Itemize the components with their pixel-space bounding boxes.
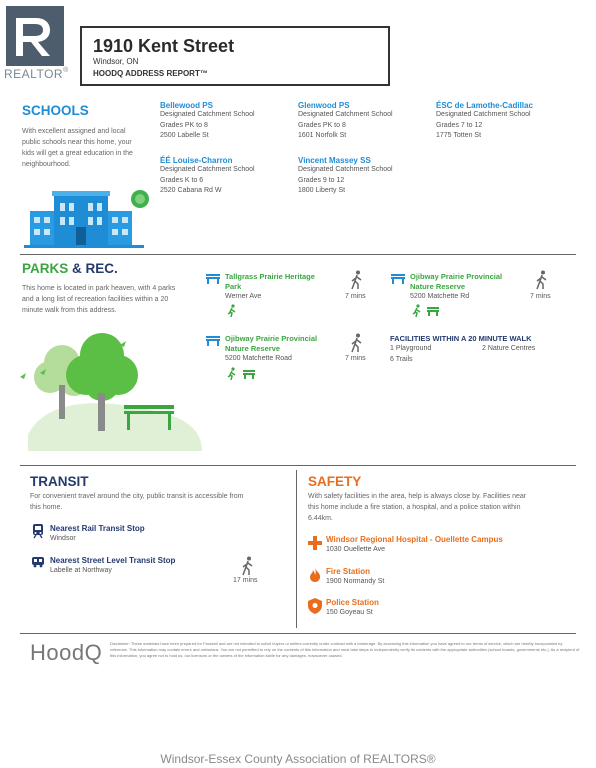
safety-title: SAFETY — [308, 474, 362, 489]
rail-transit-item: Nearest Rail Transit Stop Windsor — [50, 524, 145, 542]
park-walk-time: 7 mins — [345, 355, 366, 362]
city-label: Windsor, ON — [93, 57, 139, 66]
bus-icon — [31, 556, 45, 568]
walking-icon — [350, 333, 364, 353]
disclaimer-text: Disclaimer: These materials have been prepared for Facsimil and are not intended to solicit buyers or sellers currently under contract with a brokerage. By accessing this information you have agreed to our terms of service, which are hereby incorporated by reference. This information may contain errors and omissions. You are not permitted to rely on the contents of this information and must take steps to independently verify its contents with the appropriate authorities (school boards, governments etc.). As a recipient of this information, you agree not to hold us, our licensors or the owners of the information liable for any damages, howsoever caused. — [110, 641, 580, 658]
transit-intro: For convenient travel around the city, public transit is accessible from this home. — [30, 493, 244, 511]
section-divider — [20, 254, 576, 255]
park-bench-icon — [205, 272, 221, 284]
safety-intro: With safety facilities in the area, help is always close by. Facilities near this home include a fire station, a hospital, and a police station within 6.44km. — [308, 493, 527, 522]
trail-icon — [412, 304, 422, 317]
parks-intro: This home is located in park heaven, with 4 parks and a long list of recreation facilities within a 20 minute walk from this address. — [22, 285, 176, 314]
school-item: Vincent Massey SS Designated Catchment School Grades 9 to 12 1800 Liberty St — [298, 156, 393, 194]
schools-intro: With excellent assigned and local public schools near this home, your kids will get a great education in the neighbourhood. — [22, 128, 133, 168]
school-item: Glenwood PS Designated Catchment School Grades PK to 8 1601 Norfolk St — [298, 101, 393, 139]
park-item: Ojibway Prairie Provincial Nature Reserve 5200 Matchette Rd — [410, 272, 503, 300]
train-icon — [32, 523, 44, 539]
trail-icon — [227, 304, 237, 317]
park-illustration-icon — [14, 325, 204, 455]
fire-station-item: Fire Station 1900 Normandy St — [326, 567, 385, 585]
facility-item: 2 Nature Centres — [482, 345, 536, 352]
hospital-item: Windsor Regional Hospital - Ouellette Campus 1030 Ouellette Ave — [326, 535, 503, 553]
parks-title: PARKS & REC. — [22, 261, 118, 276]
hospital-cross-icon — [308, 536, 322, 550]
school-item: Bellewood PS Designated Catchment School Grades PK to 8 2500 Labelle St — [160, 101, 255, 139]
transit-walk-time: 17 mins — [233, 577, 258, 584]
walking-icon — [241, 556, 255, 576]
bench-icon — [242, 369, 256, 379]
schools-title: SCHOOLS — [22, 103, 89, 118]
bench-icon — [426, 306, 440, 316]
facility-item: 1 Playground — [390, 345, 432, 352]
realtor-r-icon — [12, 14, 58, 58]
footer-association: Windsor-Essex County Association of REALTORS® — [160, 752, 436, 766]
realtor-wordmark: REALTOR® — [4, 67, 69, 81]
fire-icon — [309, 568, 321, 582]
park-walk-time: 7 mins — [345, 293, 366, 300]
park-walk-time: 7 mins — [530, 293, 551, 300]
realtor-logo — [6, 6, 64, 66]
facilities-title: FACILITIES WITHIN A 20 MINUTE WALK — [390, 334, 532, 343]
hoodq-logo: HoodQ — [30, 640, 103, 665]
walking-icon — [350, 270, 364, 290]
park-item: Tallgrass Prairie Heritage Park Werner Ave — [225, 272, 315, 300]
trail-icon — [227, 367, 237, 380]
walking-icon — [535, 270, 549, 290]
school-building-icon — [22, 183, 152, 249]
park-bench-icon — [390, 272, 406, 284]
column-divider — [296, 470, 297, 628]
school-item: ÉSC de Lamothe-Cadillac Designated Catchment School Grades 7 to 12 1775 Totten St — [436, 101, 533, 139]
park-item: Ojibway Prairie Provincial Nature Reserve 5200 Matchette Road — [225, 334, 318, 362]
police-badge-icon — [308, 598, 322, 614]
school-item: ÉÉ Louise-Charron Designated Catchment School Grades K to 6 2520 Cabana Rd W — [160, 156, 255, 194]
report-label: HOODQ ADDRESS REPORT™ — [93, 69, 208, 78]
section-divider — [20, 633, 576, 634]
facility-item: 6 Trails — [390, 356, 413, 363]
address-title: 1910 Kent Street — [93, 36, 235, 56]
police-station-item: Police Station 150 Goyeau St — [326, 598, 379, 616]
transit-title: TRANSIT — [30, 474, 89, 489]
street-transit-item: Nearest Street Level Transit Stop Labelle at Northway — [50, 556, 176, 574]
park-bench-icon — [205, 334, 221, 346]
section-divider — [20, 465, 576, 466]
